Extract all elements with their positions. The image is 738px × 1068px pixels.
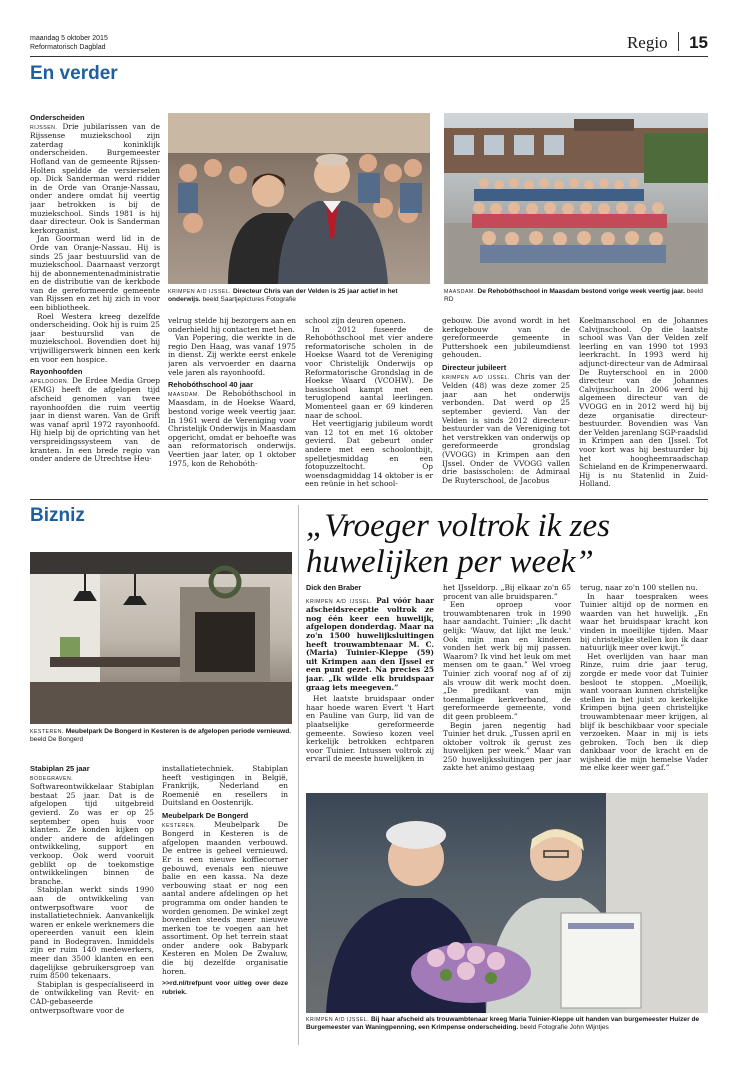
caption-photo-director: KRIMPEN A/D IJSSEL. Directeur Chris van der Velden is 25 jaar actief in het onderwijs. beeld Saartjepictures Fotografie bbox=[168, 288, 398, 304]
heading-rehoboth: Rehobóthschool 40 jaar bbox=[168, 380, 254, 390]
photo-tuinier-illustration bbox=[306, 793, 708, 1013]
verder-column-3: school zijn deuren openen. In 2012 fuseerde de Rehobóthschool met vier andere reformatorische scholen in de Hoekse Waard tot de Vereniging voor Christelijk Onderwijs op Reformatorische Grondslag in de Hoekse Waard (VCOHW). De basisschool kampt met een teruglopend aantal leerlingen. Momenteel gaan er 69 kinderen naar de school. Het veertigjarig jubileum wordt van 12 tot en met 16 oktober gevierd. Dat gebeurt onder andere met een schoolontbijt, spelletjesmiddag en een fotopuzzeltocht. Op woensdagmiddag 14 oktober is er een reünie in het school- bbox=[305, 317, 433, 489]
trefpunt-link[interactable]: >>rd.nl/trefpunt voor uitleg over deze rubriek. bbox=[162, 980, 288, 996]
verder-column-4: gebouw. Die avond wordt in het kerkgebouw van de gereformeerde gemeente in Puttershoek een jubileumdienst gehouden. Directeur jubileert KRIMPEN A/D IJSSEL. Chris van der Velden (48) was deze zomer 25 jaar aan het onderwijs verbonden. Dat werd op 25 september gevierd. Van der Velden is sinds 2012 directeur-bestuurder van de Vereniging tot het verstrekken van onderwijs op gereformeerde grondslag (VVOGG) in Krimpen aan den IJssel. Onder de VVOGG vallen drie basisscholen: de Admiraal De Ruyterschool, de Jacobus bbox=[442, 317, 570, 485]
page-date-block bbox=[30, 34, 108, 52]
article-column-1: Dick den Braber KRIMPEN A/D IJSSEL. Pal vóór haar afscheidsreceptie voltrok ze nog één keer een huwelijk, afgelopen donderdag. Maar na zo'n 1500 huwelijksluitingen heeft trouwambtenaar M. C. (Maria) Tuinier-Kleppe (59) uit Krimpen aan den IJssel er een punt gezet. Na precies 25 jaar. „Ik wilde elk bruidspaar graag iets meegeven.” Het laatste bruidspaar onder haar hoede waren Evert 't Hart en Pauline van Gurp, lid van de plaatselijke gereformeerde gemeente. Sowieso kozen veel kerkelijk betrokken echtparen voor Tuinier. Intussen voltrok zij ervaril de meeste huwelijken in bbox=[306, 584, 434, 764]
caption-photo-tuinier: KRIMPEN A/D IJSSEL. Bij haar afscheid als trouwambtenaar kreeg Maria Tuinier-Kleppe uit handen van burgemeester Huizer de Burgemeester van Waningpenning, een Krimpense onderscheiding. beeld Fotografie John Wijntjes bbox=[306, 1016, 700, 1032]
photo-rehoboth-school bbox=[444, 113, 708, 284]
article-column-3: terug, naar zo'n 100 stellen nu. In haar toespraken wees Tuinier altijd op de normen en waarden van het huwelijk. „En waar het bruidspaar kracht kon vinden in moeilijke tijden. Maar bij christelijke stellen kon ik daar natuurlijk meer over kwijt.” Het overlijden van haar man Rinze, ruim drie jaar terug, zorgde er mede voor dat Tuinier besloot te stoppen. „Moeilijk, want vooraan kunnen christelijke stellen in het juist zo kerkelijke Krimpen bijna geen christelijke trouwambtenaar meer krijgen, al blijf ik beschikbaar voor speciale verzoeken. Maar in mij is iets gebroken. Toch ben ik diep dankbaar voor de kracht en de wijsheid die mijn hemelse Vader me elke keer weer gaf.” bbox=[580, 584, 708, 773]
heading-rayonhoofden: Rayonhoofden bbox=[30, 367, 83, 377]
section-rule bbox=[30, 499, 708, 500]
heading-stabiplan: Stabiplan 25 jaar bbox=[30, 765, 90, 773]
article-headline: „Vroeger voltrok ik zes huwelijken per week” bbox=[306, 508, 610, 580]
article-column-2: het IJsseldorp. „Bij elkaar zo'n 65 procent van alle bruidsparen.” Een oproep voor trouwambtenaren trok in 1990 haar aandacht. Tuinier: „Ik dacht gelijk: 'Wauw, dat lijkt me leuk.' Ook mijn man en kinderen vonden het werk bij mij passen. Waarom? Ik vind het leuk om met mensen om te gaan.” Wel vroeg Tuinier zich vooraf nog af of zij als vrouw dit werk mocht doen. „De predikant van mijn toenmalige kerkverband, de gereformeerde gemeente, vond dit geen probleem.” Begin jaren negentig had Tuinier het druk. „Tussen april en oktober voltrok ik gerust zes huwelijken per week.” Maar van 250 huwelijkssluitingen per jaar zakte het animo gestaag bbox=[443, 584, 571, 773]
article-byline: Dick den Braber bbox=[306, 584, 362, 592]
photo-tuinier-kleppe bbox=[306, 793, 708, 1013]
page-date: maandag 5 oktober 2015 bbox=[30, 35, 108, 42]
photo-meubelpark bbox=[30, 552, 292, 724]
photo-director-classroom bbox=[168, 113, 430, 284]
paper-name: Reformatorisch Dagblad bbox=[30, 44, 106, 51]
photo-director-illustration bbox=[168, 113, 430, 284]
heading-bongerd: Meubelpark De Bongerd bbox=[162, 810, 249, 820]
section-title-bizniz: Bizniz bbox=[30, 505, 85, 526]
verder-column-5: Koelmanschool en de Johannes Calvijnschool. Op die laatste school was Van der Velden zelf leerling en van 1990 tot 1993 leerkracht. In 1993 werd hij adjunct-directeur van de Admiraal De Ruyterschool en in 2000 directeur van de Johannes Calvijnschool. In 2006 werd hij algemeen directeur van de VVOGG en in 2012 werd hij bij deze organisatie directeur-bestuurder. Bovendien was Van der Velden jarenlang SGP-raadslid in Krimpen aan den IJssel. Tot voor kort was hij bestuurder bij het hoogheemraadschap Schieland en de Krimpenerwaard. Hij is nu Statenlid in Zuid-Holland. bbox=[579, 317, 708, 489]
heading-onderscheiden: Onderscheiden bbox=[30, 114, 85, 122]
verder-column-2: velrug stelde hij bezorgers aan en onderhield hij contacten met hen. Van Popering, die werkte in de regio Den Haag, was vanaf 1975 in dienst. Zij werkte eerst enkele jaren als vervoerder en daarna vele jaren als rayonhoofd. Rehobóthschool 40 jaar MAASDAM. De Rehobóthschool in Maasdam, in de Hoekse Waard, bestond vorige week veertig jaar. In 1961 werd de Vereniging voor Christelijk Onderwijs in Maasdam opgericht, omdat er behoefte was aan reformatorisch onderwijs. Veertien jaar later, op 1 oktober 1975, kon de Rehobóth- bbox=[168, 317, 296, 468]
photo-school-illustration bbox=[444, 113, 708, 284]
column-divider bbox=[298, 505, 299, 1045]
heading-directeur: Directeur jubileert bbox=[442, 362, 507, 372]
header-rule bbox=[30, 56, 708, 57]
section-name: Regio bbox=[626, 33, 668, 52]
page-number: 15 bbox=[689, 33, 708, 52]
section-title-en-verder: En verder bbox=[30, 63, 118, 84]
bizniz-column-1: Stabiplan 25 jaar BODEGRAVEN. Softwareontwikkelaar Stabiplan bestaat 25 jaar. Dat is de afgelopen tijd uitgebreid gevierd. Zo was er op 25 september open huis voor klanten. Ze konden kijken op onder andere de afdelingen ontwikkeling, support en verkoop. Ook werd vooruit geblikt op de toekomstige ontwikkelingen binnen de branche. Stabiplan werkt sinds 1990 aan de ontwikkeling van ontwerpsoftware voor de installatietechniek. Aanvankelijk waren er enkele werknemers die opereerden vanuit een klein pand in Bodegraven. Inmiddels zijn er ruim 140 medewerkers, meer dan 3500 klanten en een dagelijkse gebruikersgroep van ruim 8500 tekenaars. Stabiplan is gespecialiseerd in de ontwikkeling van Revit- en CAD-gebaseerde ontwerpsoftware voor de bbox=[30, 765, 154, 1015]
caption-photo-meubelpark: KESTEREN. Meubelpark De Bongerd in Kesteren is de afgelopen periode vernieuwd. beeld De Bongerd bbox=[30, 728, 292, 744]
bizniz-column-2: installatietechniek. Stabiplan heeft vestigingen in België, Frankrijk, Nederland en Roemenië en resellers in Duitsland en Oostenrijk. Meubelpark De Bongerd KESTEREN. Meubelpark De Bongerd in Kesteren is de afgelopen maanden verbouwd. De entree is geheel vernieuwd. Er is een nieuwe koffiecorner gebouwd, evenals een nieuwe balie en een kassa. Na deze verbouwing staat er nog een aantal andere afdelingen op het programma om onder handen te worden genomen. De winkel zegt bovendien steeds meer nieuwe merken toe te voegen aan het assortiment. Op het terrein staat onder andere ook Babypark Kesteren en Molen De Zwaluw, die bij dezelfde organisatie horen. >>rd.nl/trefpunt voor uitleg over deze rubriek. bbox=[162, 765, 288, 996]
caption-photo-school: MAASDAM. De Rehobóthschool in Maasdam bestond vorige week veertig jaar. beeld RD bbox=[444, 288, 703, 304]
photo-meubelpark-illustration bbox=[30, 552, 292, 724]
section-header bbox=[627, 32, 708, 53]
verder-column-1: Onderscheiden RIJSSEN. Drie jubilarissen van de Rijssense muziekschool zijn zaterdag koninklijk onderscheiden. Burgemeester Hofland van de gemeente Rijssen-Holten speldde de versierselen op. Dick Sanderman werd ridder in de Orde van Oranje-Nassau, onder andere omdat hij veertig jaar betrokken is bij de muziekschool. Sinds 1981 is hij daar directeur. Ook is Sanderman kerkorganist. Jan Goorman werd lid in de Orde van Oranje-Nassau. Hij is sinds 25 jaar bestuurslid van de muziekschool. Daarnaast verzorgt hij de abonnementenadministratie en de distributie van de kerkbode van de gereformeerde gemeente van Rijssen en zet hij zich in voor een bibliotheek. Roel Westera kreeg dezelfde onderscheiding. Ook hij is ruim 25 jaar bestuurslid van de muziekschool. Bovendien doet hij vrijwilligerswerk binnen een kerk en voor een hospice. Rayonhoofden APELDOORN. De Erdee Media Groep (EMG) heeft de afgelopen tijd afscheid genomen van twee rayonhoofden die ruim veertig jaar in dienst waren. Van de Grift was vanaf april 1972 rayonhoofd. Hij hielp bij de oprichting van het verspreidingssysteem van de kranten. In een brede regio van onder andere de Utrechtse Heu- bbox=[30, 114, 160, 464]
